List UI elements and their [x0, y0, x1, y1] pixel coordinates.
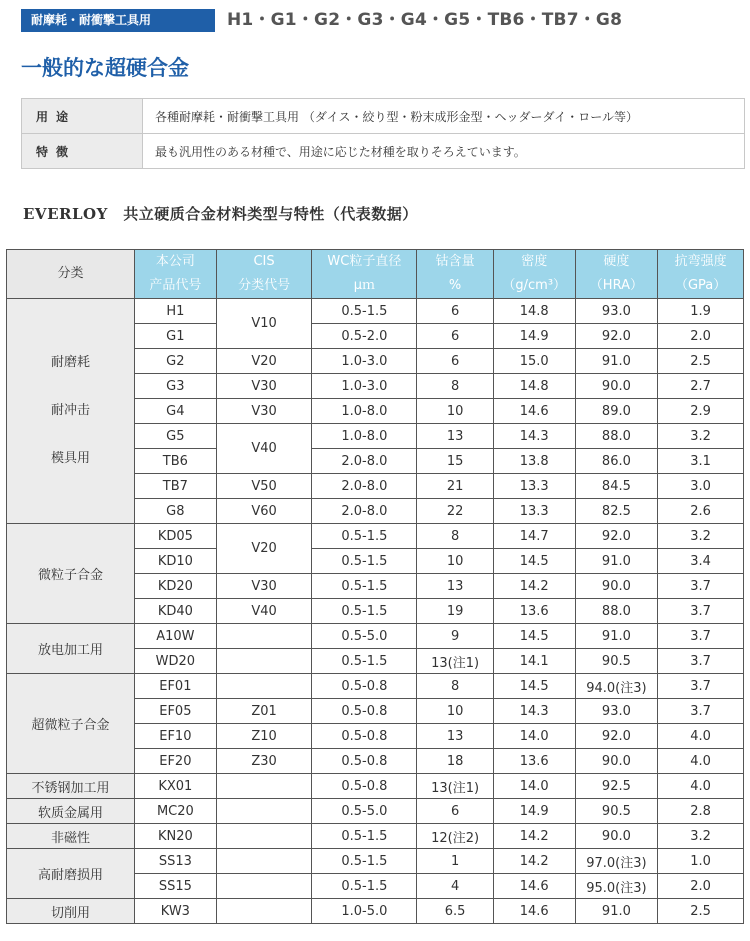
bending-strength-cell: 2.5: [658, 899, 744, 924]
product-code-cell: KD10: [135, 549, 217, 574]
category-cell: [7, 849, 135, 899]
category-cell: [7, 899, 135, 924]
header-text: 分类代号: [238, 278, 291, 293]
product-code-cell: SS15: [135, 874, 217, 899]
hardness-cell: 90.0: [575, 749, 658, 774]
cis-code-cell: [216, 899, 312, 924]
header-text: CIS: [253, 254, 275, 269]
category-label: 放电加工用: [38, 643, 104, 658]
bending-strength-cell: 3.7: [658, 624, 744, 649]
bending-strength-cell: 3.7: [658, 649, 744, 674]
hardness-cell: 90.0: [575, 824, 658, 849]
product-code-cell: EF05: [135, 699, 217, 724]
table-row: [7, 774, 744, 799]
use-label: 用途: [22, 99, 143, 134]
product-code-cell: TB7: [135, 474, 217, 499]
cis-code-cell: V10: [216, 299, 312, 349]
density-cell: 14.6: [493, 874, 575, 899]
product-code-cell: TB6: [135, 449, 217, 474]
bending-strength-cell: 2.0: [658, 874, 744, 899]
hardness-cell: 93.0: [575, 699, 658, 724]
category-label: 超微粒子合金: [31, 718, 110, 733]
cobalt-content-cell: 12(注2): [417, 824, 494, 849]
cis-code-cell: V20: [216, 524, 312, 574]
hardness-cell: 91.0: [575, 624, 658, 649]
product-code-cell: A10W: [135, 624, 217, 649]
cobalt-content-cell: 22: [417, 499, 494, 524]
product-code-cell: G5: [135, 424, 217, 449]
wc-size-cell: 0.5-0.8: [312, 699, 417, 724]
bending-strength-cell: 3.4: [658, 549, 744, 574]
product-code-cell: KX01: [135, 774, 217, 799]
bending-strength-cell: 2.9: [658, 399, 744, 424]
wc-size-cell: 2.0-8.0: [312, 499, 417, 524]
density-cell: 14.9: [493, 799, 575, 824]
bending-strength-cell: 3.2: [658, 824, 744, 849]
bending-strength-cell: 3.2: [658, 424, 744, 449]
cis-code-cell: V30: [216, 574, 312, 599]
hardness-cell: 94.0(注3): [575, 674, 658, 699]
hardness-cell: 89.0: [575, 399, 658, 424]
spec-header-row: [7, 250, 744, 299]
hardness-cell: 92.0: [575, 324, 658, 349]
density-cell: 13.6: [493, 749, 575, 774]
cis-code-cell: V30: [216, 374, 312, 399]
wc-size-cell: 1.0-3.0: [312, 374, 417, 399]
hardness-cell: 91.0: [575, 549, 658, 574]
table-row: [7, 849, 744, 874]
cis-code-cell: [216, 799, 312, 824]
category-cell: [7, 774, 135, 799]
category-badge: 耐摩耗・耐衝撃工具用: [21, 9, 215, 32]
cobalt-content-cell: 13: [417, 724, 494, 749]
feature-row: [22, 134, 745, 169]
density-cell: 13.6: [493, 599, 575, 624]
product-code-cell: SS13: [135, 849, 217, 874]
bending-strength-cell: 3.7: [658, 574, 744, 599]
cis-code-cell: [216, 624, 312, 649]
bending-strength-cell: 3.7: [658, 674, 744, 699]
header-text: （GPa）: [674, 278, 727, 293]
header-text: （g/cm³）: [502, 278, 567, 293]
wc-size-cell: 0.5-1.5: [312, 574, 417, 599]
header-hardness: [575, 250, 658, 299]
product-code-cell: KD40: [135, 599, 217, 624]
cobalt-content-cell: 6: [417, 349, 494, 374]
cobalt-content-cell: 18: [417, 749, 494, 774]
wc-size-cell: 0.5-1.5: [312, 824, 417, 849]
product-code-cell: G8: [135, 499, 217, 524]
density-cell: 14.0: [493, 774, 575, 799]
cobalt-content-cell: 10: [417, 699, 494, 724]
density-cell: 14.2: [493, 849, 575, 874]
cis-code-cell: [216, 674, 312, 699]
cis-code-cell: V20: [216, 349, 312, 374]
wc-size-cell: 1.0-3.0: [312, 349, 417, 374]
use-row: [22, 99, 745, 134]
density-cell: 13.8: [493, 449, 575, 474]
wc-size-cell: 0.5-0.8: [312, 774, 417, 799]
use-value: 各種耐摩耗・耐衝撃工具用 （ダイス・絞り型・粉末成形金型・ヘッダーダイ・ロール等）: [143, 99, 745, 134]
product-code-cell: KW3: [135, 899, 217, 924]
product-code-cell: G3: [135, 374, 217, 399]
bending-strength-cell: 3.0: [658, 474, 744, 499]
cobalt-content-cell: 4: [417, 874, 494, 899]
header-text: 硬度: [603, 254, 630, 269]
header-density: [493, 250, 575, 299]
header-text: 抗弯强度: [674, 254, 727, 269]
header-product-code: [135, 250, 217, 299]
category-label: 不锈钢加工用: [31, 780, 110, 796]
category-cell: [7, 799, 135, 824]
hardness-cell: 90.5: [575, 799, 658, 824]
feature-value: 最も汎用性のある材種で、用途に応じた材種を取りそろえています。: [143, 134, 745, 169]
density-cell: 13.3: [493, 474, 575, 499]
category-label: 软质金属用: [38, 805, 104, 821]
cobalt-content-cell: 21: [417, 474, 494, 499]
density-cell: 14.5: [493, 549, 575, 574]
bending-strength-cell: 4.0: [658, 724, 744, 749]
cobalt-content-cell: 15: [417, 449, 494, 474]
cis-code-cell: V40: [216, 599, 312, 624]
category-label: 模具用: [51, 451, 91, 466]
cobalt-content-cell: 1: [417, 849, 494, 874]
wc-size-cell: 1.0-8.0: [312, 399, 417, 424]
cobalt-content-cell: 13: [417, 424, 494, 449]
header-text: 钴含量: [435, 254, 475, 269]
wc-size-cell: 0.5-0.8: [312, 674, 417, 699]
hardness-cell: 82.5: [575, 499, 658, 524]
cis-code-cell: [216, 774, 312, 799]
header-text: 密度: [521, 254, 548, 269]
hardness-cell: 84.5: [575, 474, 658, 499]
density-cell: 14.7: [493, 524, 575, 549]
wc-size-cell: 0.5-1.5: [312, 649, 417, 674]
bending-strength-cell: 2.5: [658, 349, 744, 374]
cobalt-content-cell: 9: [417, 624, 494, 649]
header-cobalt: [417, 250, 494, 299]
product-code-cell: KN20: [135, 824, 217, 849]
hardness-cell: 92.0: [575, 724, 658, 749]
hardness-cell: 90.5: [575, 649, 658, 674]
bending-strength-cell: 1.0: [658, 849, 744, 874]
wc-size-cell: 1.0-5.0: [312, 899, 417, 924]
cobalt-content-cell: 8: [417, 674, 494, 699]
density-cell: 14.5: [493, 624, 575, 649]
product-code-cell: EF20: [135, 749, 217, 774]
category-label: 微粒子合金: [38, 568, 104, 583]
header-text: 本公司: [155, 254, 195, 269]
density-cell: 14.3: [493, 424, 575, 449]
category-cell: [7, 674, 135, 774]
cis-code-cell: Z30: [216, 749, 312, 774]
density-cell: 14.1: [493, 649, 575, 674]
cobalt-content-cell: 10: [417, 399, 494, 424]
density-cell: 14.2: [493, 574, 575, 599]
category-label: 耐冲击: [51, 403, 91, 418]
table-row: [7, 299, 744, 324]
section-title: 一般的な超硬合金: [21, 56, 189, 80]
wc-size-cell: 2.0-8.0: [312, 474, 417, 499]
cobalt-content-cell: 6: [417, 799, 494, 824]
cobalt-content-cell: 6: [417, 299, 494, 324]
bending-strength-cell: 2.0: [658, 324, 744, 349]
wc-size-cell: 0.5-0.8: [312, 749, 417, 774]
table-row: [7, 799, 744, 824]
cobalt-content-cell: 6.5: [417, 899, 494, 924]
wc-size-cell: 0.5-1.5: [312, 874, 417, 899]
density-cell: 14.9: [493, 324, 575, 349]
density-cell: 14.5: [493, 674, 575, 699]
table-row: [7, 524, 744, 549]
category-label: 高耐磨损用: [38, 868, 104, 883]
density-cell: 13.3: [493, 499, 575, 524]
cis-code-cell: [216, 849, 312, 874]
product-code-cell: G4: [135, 399, 217, 424]
hardness-cell: 93.0: [575, 299, 658, 324]
density-cell: 14.3: [493, 699, 575, 724]
density-cell: 14.6: [493, 399, 575, 424]
spec-table: [6, 249, 744, 924]
table-row: [7, 899, 744, 924]
bending-strength-cell: 1.9: [658, 299, 744, 324]
cobalt-content-cell: 6: [417, 324, 494, 349]
use-feature-table: [21, 98, 745, 169]
wc-size-cell: 0.5-2.0: [312, 324, 417, 349]
header-text: 分类: [57, 266, 84, 281]
hardness-cell: 86.0: [575, 449, 658, 474]
product-code-cell: KD05: [135, 524, 217, 549]
product-code-cell: MC20: [135, 799, 217, 824]
hardness-cell: 91.0: [575, 349, 658, 374]
bending-strength-cell: 2.6: [658, 499, 744, 524]
cis-code-cell: V40: [216, 424, 312, 474]
category-cell: [7, 824, 135, 849]
density-cell: 14.8: [493, 374, 575, 399]
cis-code-cell: [216, 874, 312, 899]
cobalt-content-cell: 13: [417, 574, 494, 599]
cis-code-cell: V50: [216, 474, 312, 499]
wc-size-cell: 0.5-1.5: [312, 524, 417, 549]
category-label: 非磁性: [51, 830, 91, 846]
category-cell: [7, 624, 135, 674]
hardness-cell: 91.0: [575, 899, 658, 924]
wc-size-cell: 0.5-5.0: [312, 799, 417, 824]
product-code-cell: H1: [135, 299, 217, 324]
category-label: 耐磨耗: [51, 355, 91, 370]
wc-size-cell: 0.5-1.5: [312, 599, 417, 624]
header-text: %: [448, 278, 462, 293]
cis-code-cell: V30: [216, 399, 312, 424]
header-cis-code: [216, 250, 312, 299]
spec-table-title: EVERLOY 共立硬质合金材料类型与特性（代表数据）: [23, 205, 418, 223]
header-wc-size: [312, 250, 417, 299]
hardness-cell: 97.0(注3): [575, 849, 658, 874]
cobalt-content-cell: 8: [417, 524, 494, 549]
cis-code-cell: Z01: [216, 699, 312, 724]
cis-code-cell: Z10: [216, 724, 312, 749]
product-code-cell: G2: [135, 349, 217, 374]
header-text: （HRA）: [589, 278, 643, 293]
cobalt-content-cell: 8: [417, 374, 494, 399]
wc-size-cell: 0.5-1.5: [312, 549, 417, 574]
wc-size-cell: 0.5-1.5: [312, 299, 417, 324]
wc-size-cell: 0.5-1.5: [312, 849, 417, 874]
header-text: 产品代号: [149, 278, 202, 293]
product-code-cell: EF10: [135, 724, 217, 749]
cis-code-cell: [216, 649, 312, 674]
cobalt-content-cell: 13(注1): [417, 649, 494, 674]
table-row: [7, 824, 744, 849]
cobalt-content-cell: 13(注1): [417, 774, 494, 799]
feature-label: 特徴: [22, 134, 143, 169]
product-code-cell: WD20: [135, 649, 217, 674]
bending-strength-cell: 4.0: [658, 774, 744, 799]
table-row: [7, 624, 744, 649]
density-cell: 14.6: [493, 899, 575, 924]
hardness-cell: 90.0: [575, 574, 658, 599]
bending-strength-cell: 2.7: [658, 374, 744, 399]
grade-list: H1・G1・G2・G3・G4・G5・TB6・TB7・G8: [227, 10, 623, 30]
product-code-cell: G1: [135, 324, 217, 349]
wc-size-cell: 1.0-8.0: [312, 424, 417, 449]
hardness-cell: 92.0: [575, 524, 658, 549]
density-cell: 14.0: [493, 724, 575, 749]
hardness-cell: 88.0: [575, 424, 658, 449]
hardness-cell: 95.0(注3): [575, 874, 658, 899]
cobalt-content-cell: 19: [417, 599, 494, 624]
table-row: [7, 674, 744, 699]
product-code-cell: KD20: [135, 574, 217, 599]
header-text: μｍ: [353, 278, 376, 293]
density-cell: 15.0: [493, 349, 575, 374]
product-code-cell: EF01: [135, 674, 217, 699]
wc-size-cell: 0.5-5.0: [312, 624, 417, 649]
bending-strength-cell: 3.2: [658, 524, 744, 549]
category-cell: [7, 299, 135, 524]
header-category: [7, 250, 135, 299]
bending-strength-cell: 4.0: [658, 749, 744, 774]
bending-strength-cell: 3.1: [658, 449, 744, 474]
density-cell: 14.8: [493, 299, 575, 324]
category-label: 切削用: [51, 905, 91, 921]
bending-strength-cell: 3.7: [658, 699, 744, 724]
cobalt-content-cell: 10: [417, 549, 494, 574]
hardness-cell: 90.0: [575, 374, 658, 399]
wc-size-cell: 2.0-8.0: [312, 449, 417, 474]
cis-code-cell: V60: [216, 499, 312, 524]
bending-strength-cell: 2.8: [658, 799, 744, 824]
category-cell: [7, 524, 135, 624]
hardness-cell: 88.0: [575, 599, 658, 624]
hardness-cell: 92.5: [575, 774, 658, 799]
cis-code-cell: [216, 824, 312, 849]
density-cell: 14.2: [493, 824, 575, 849]
header-text: WC粒子直径: [327, 254, 402, 269]
header-strength: [658, 250, 744, 299]
wc-size-cell: 0.5-0.8: [312, 724, 417, 749]
bending-strength-cell: 3.7: [658, 599, 744, 624]
